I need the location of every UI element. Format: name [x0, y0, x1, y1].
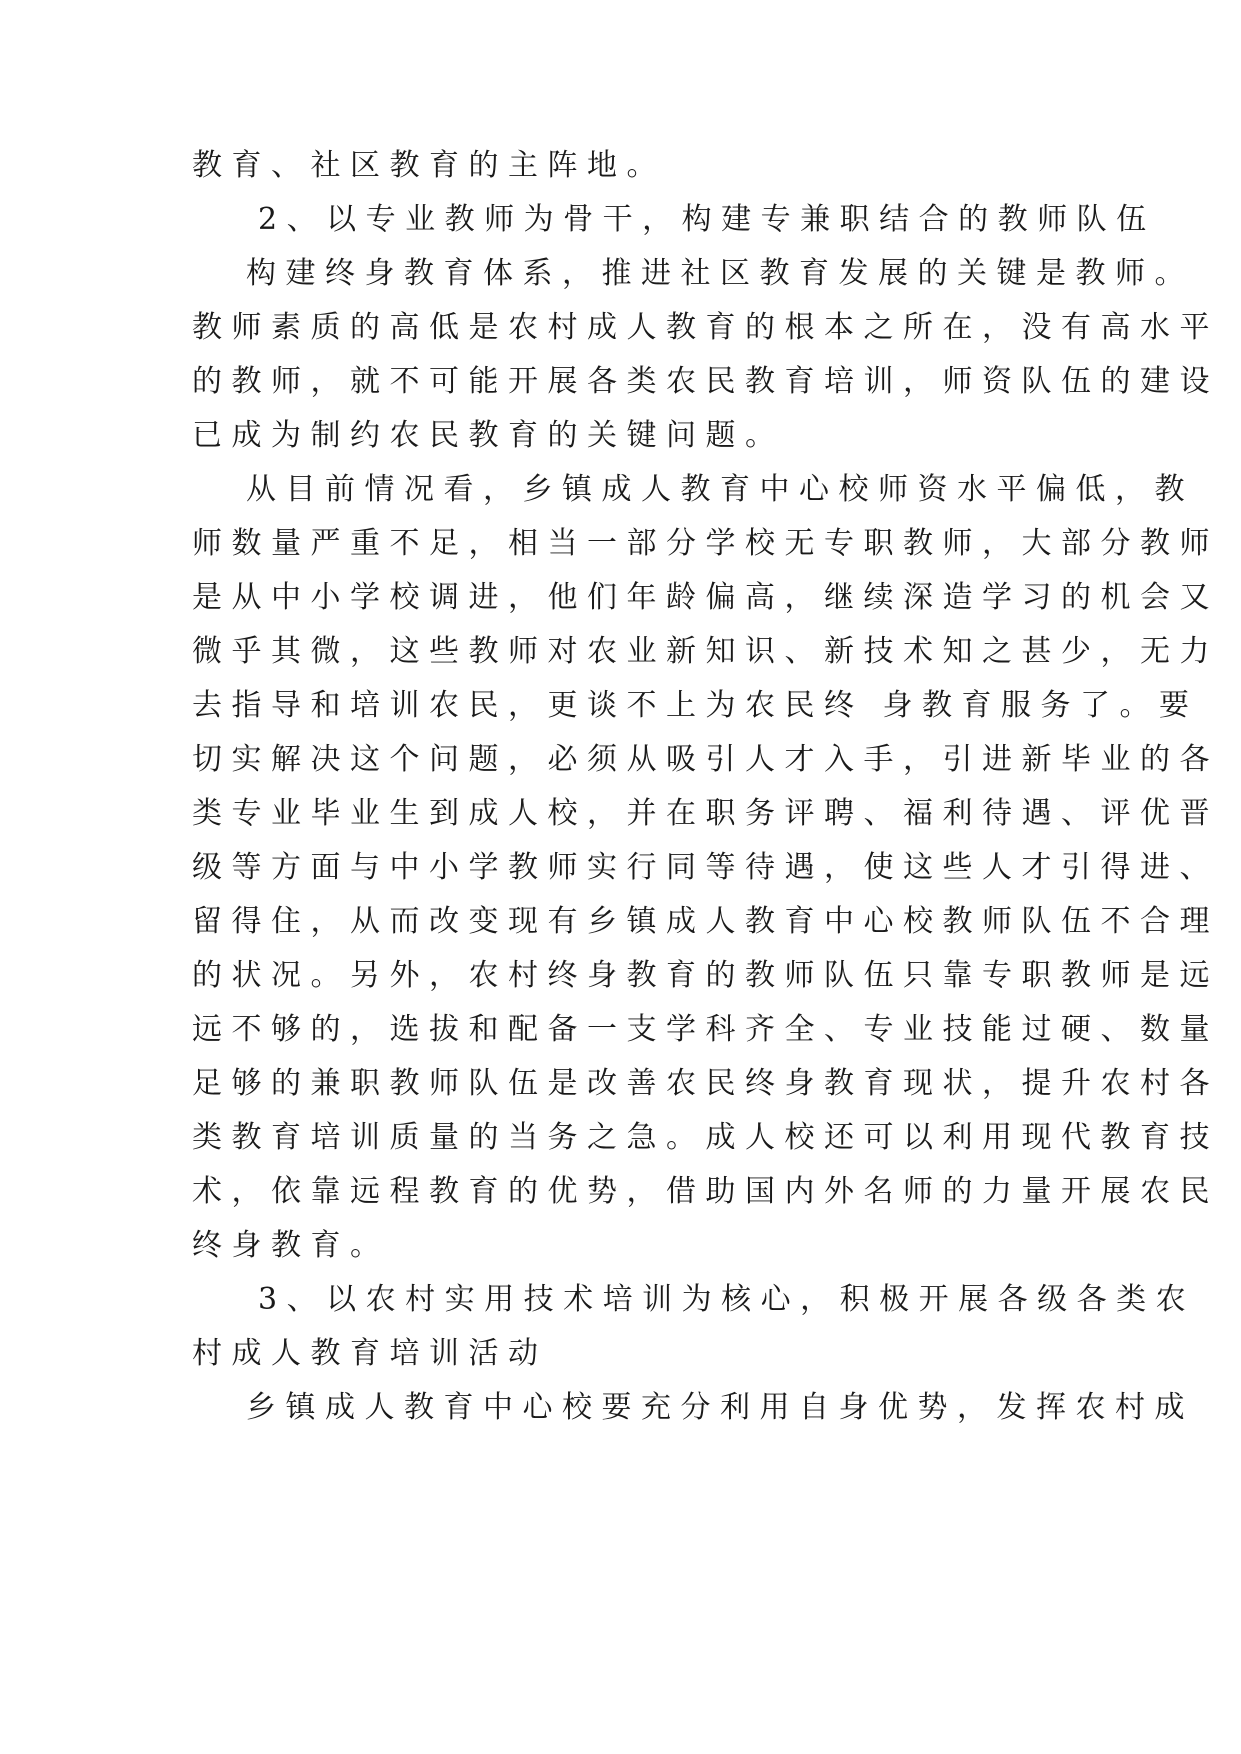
- text-line: 终身教育。: [192, 1228, 390, 1263]
- text-line: 微乎其微，这些教师对农业新知识、新技术知之甚少，无力: [192, 634, 1219, 669]
- text-line: 远不够的，选拔和配备一支学科齐全、专业技能过硬、数量: [192, 1012, 1219, 1047]
- text-line: 级等方面与中小学教师实行同等待遇，使这些人才引得进、: [192, 850, 1219, 885]
- text-line: 乡镇成人教育中心校要充分利用自身优势，发挥农村成: [246, 1390, 1194, 1425]
- text-line: 构建终身教育体系，推进社区教育发展的关键是教师。: [246, 256, 1194, 291]
- text-line: 类专业毕业生到成人校，并在职务评聘、福利待遇、评优晋: [192, 796, 1219, 831]
- text-line: 的状况。另外，农村终身教育的教师队伍只靠专职教师是远: [192, 958, 1219, 993]
- text-line: 师数量严重不足，相当一部分学校无专职教师，大部分教师: [192, 526, 1219, 561]
- section-heading-3-continued: 村成人教育培训活动: [192, 1336, 548, 1371]
- section-heading-3: 3、以农村实用技术培训为核心，积极开展各级各类农: [258, 1282, 1196, 1317]
- text-line: 是从中小学校调进，他们年龄偏高，继续深造学习的机会又: [192, 580, 1219, 615]
- text-line: 留得住，从而改变现有乡镇成人教育中心校教师队伍不合理: [192, 904, 1219, 939]
- text-line: 教师素质的高低是农村成人教育的根本之所在，没有高水平: [192, 310, 1219, 345]
- section-heading-2: 2、以专业教师为骨干，构建专兼职结合的教师队伍: [258, 202, 1156, 237]
- text-line: 术，依靠远程教育的优势，借助国内外名师的力量开展农民: [192, 1174, 1219, 1209]
- text-line: 的教师，就不可能开展各类农民教育培训，师资队伍的建设: [192, 364, 1219, 399]
- text-line: 去指导和培训农民，更谈不上为农民终 身教育服务了。要: [192, 688, 1199, 723]
- text-line: 教育、社区教育的主阵地。: [192, 148, 666, 183]
- text-line: 已成为制约农民教育的关键问题。: [192, 418, 785, 453]
- text-line: 从目前情况看，乡镇成人教育中心校师资水平偏低，教: [246, 472, 1194, 507]
- text-line: 切实解决这个问题，必须从吸引人才入手，引进新毕业的各: [192, 742, 1219, 777]
- text-line: 足够的兼职教师队伍是改善农民终身教育现状，提升农村各: [192, 1066, 1219, 1101]
- text-line: 类教育培训质量的当务之急。成人校还可以利用现代教育技: [192, 1120, 1219, 1155]
